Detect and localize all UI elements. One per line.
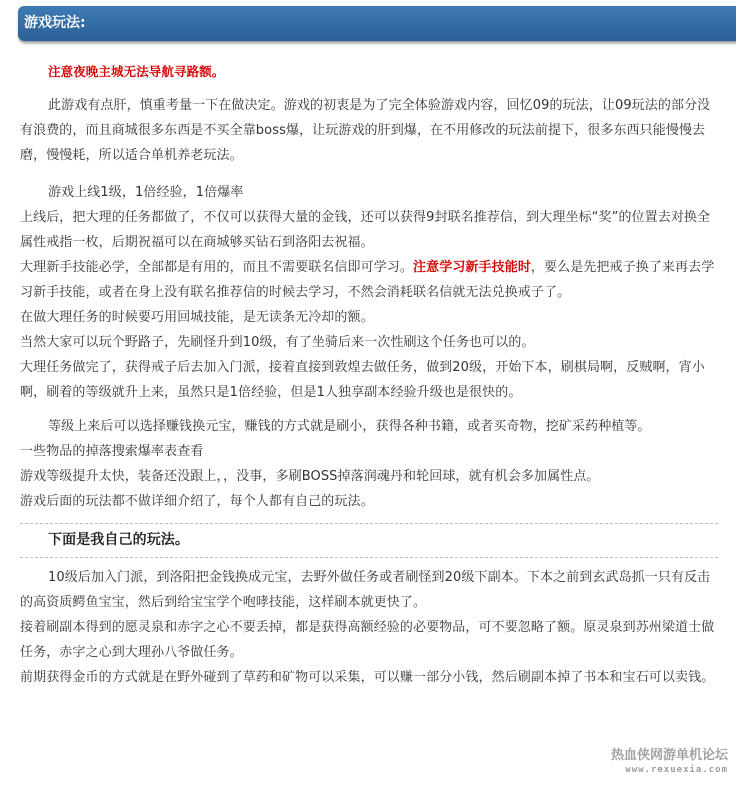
gear-paragraph: 游戏等级提升太快，装备还没跟上，，没事，多刷BOSS掉落润魂丹和轮回球，就有机会多加属性点。 bbox=[20, 469, 600, 484]
notice-text: 注意夜晚主城无法导航寻路额。 bbox=[48, 64, 225, 79]
skills-text-after: ，要么是先把戒子换了来再去学习新手技能，或者在身上没有联名推荐信的时候去学习，不然会消耗联名信就无法兑换戒子了。 bbox=[20, 260, 715, 300]
article-body bbox=[20, 60, 720, 690]
section2-heading: 下面是我自己的玩法。 bbox=[48, 532, 189, 548]
wild-route-paragraph: 当然大家可以玩个野路子，先刷怪升到10级，有了坐骑后来一次性刷这个任务也可以的。 bbox=[20, 335, 535, 350]
my-play-paragraph-2: 接着刷副本得到的愿灵泉和赤字之心不要丢掉，都是获得高额经验的必要物品，可不要忽略了额。原灵泉到苏州梁道士做任务，赤字之心到大理孙八爷做任务。 bbox=[20, 620, 715, 660]
section-title: 游戏玩法: bbox=[24, 15, 86, 31]
sect-paragraph: 大理任务做完了，获得戒子后去加入门派，接着直接到敦煌去做任务，做到20级，开始下本，刷棋局啊，反贼啊，宵小啊，刷着的等级就升上来，虽然只是1倍经验，但是1人独享副本经验升级也是很快的。 bbox=[20, 360, 705, 400]
money-paragraph: 等级上来后可以选择赚钱换元宝，赚钱的方式就是刷小，获得各种书籍，或者买奇物，挖矿采药种植等。 bbox=[48, 419, 651, 434]
my-play-paragraph-1: 10级后加入门派，到洛阳把金钱换成元宝，去野外做任务或者刷怪到20级下副本。下本之前到玄武岛抓一只有反击的高资质鳄鱼宝宝，然后到给宝宝学个咆哮技能，这样刷本就更快了。 bbox=[20, 570, 711, 610]
skills-text-before: 大理新手技能必学，全部都是有用的，而且不需要联名信即可学习。 bbox=[20, 260, 414, 275]
section-header-bar bbox=[18, 6, 736, 41]
rates-line: 游戏上线1级，1倍经验，1倍爆率 bbox=[48, 185, 244, 200]
skills-paragraph bbox=[20, 255, 720, 305]
later-play-paragraph: 游戏后面的玩法都不做详细介绍了，每个人都有自己的玩法。 bbox=[20, 494, 374, 509]
divider-top bbox=[20, 523, 718, 524]
drops-paragraph: 一些物品的掉落搜索爆率表查看 bbox=[20, 444, 204, 459]
intro-paragraph: 此游戏有点肝，慎重考量一下在做决定。游戏的初衷是为了完全体验游戏内容，回忆09的玩法，让09玩法的部分没有浪费的，而且商城很多东西是不买全靠boss爆，让玩游戏的肝到爆，在不用修改的玩法前提下，很多东西只能慢慢去磨，慢慢耗，所以适合单机养老玩法。 bbox=[20, 98, 711, 163]
skills-highlight: 注意学习新手技能时 bbox=[413, 260, 531, 275]
watermark-url: www.rexuexia.com bbox=[625, 765, 728, 775]
forum-watermark bbox=[611, 748, 728, 776]
my-play-paragraph-3: 前期获得金币的方式就是在野外碰到了草药和矿物可以采集，可以赚一部分小钱，然后刷副本掉了书本和宝石可以卖钱。 bbox=[20, 670, 715, 685]
return-skill-paragraph: 在做大理任务的时候要巧用回城技能，是无读条无冷却的额。 bbox=[20, 310, 374, 325]
dali-tasks-paragraph: 上线后，把大理的任务都做了，不仅可以获得大量的金钱，还可以获得9封联名推荐信，到大理坐标“奖”的位置去对换全属性戒指一枚，后期祝福可以在商城够买钻石到洛阳去祝福。 bbox=[20, 210, 711, 250]
watermark-title: 热血侠网游单机论坛 bbox=[610, 748, 728, 763]
